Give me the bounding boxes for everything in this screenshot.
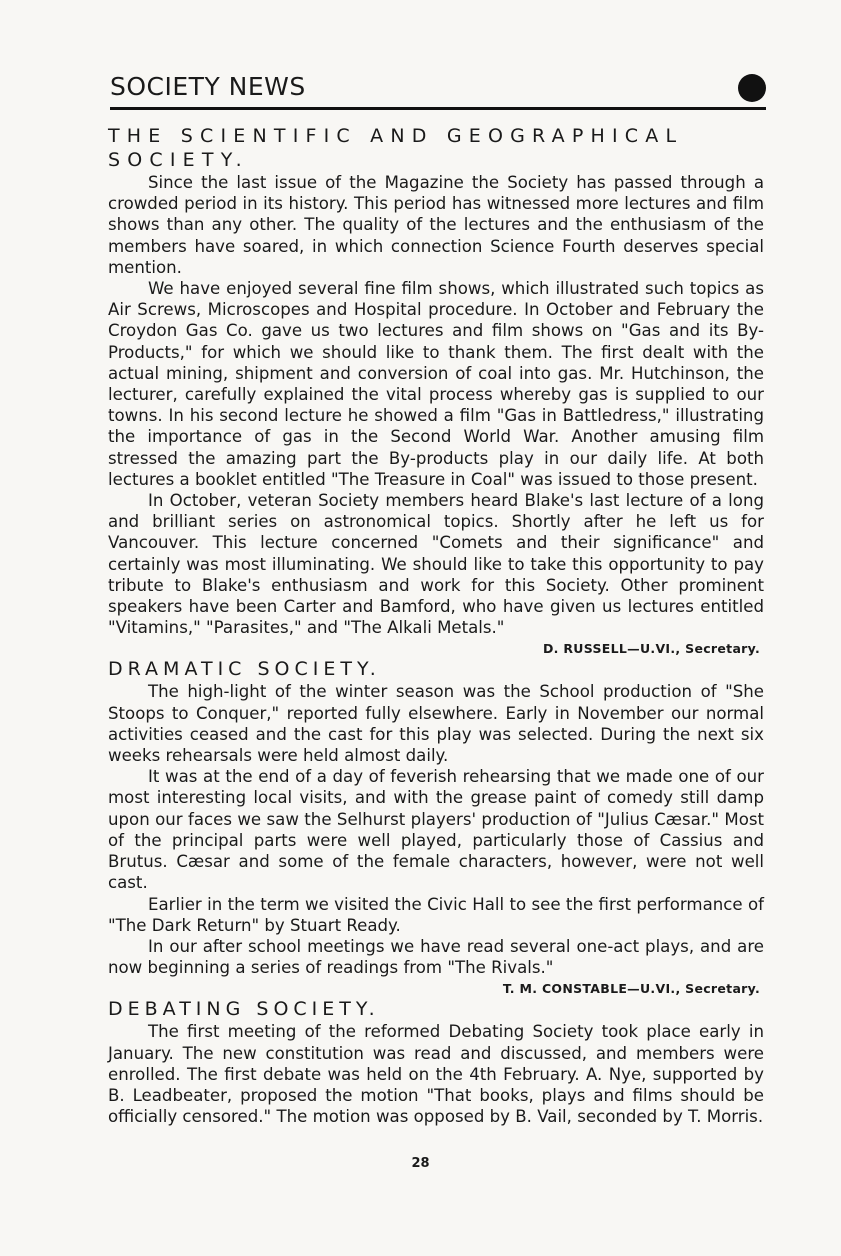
bullet-dot-icon bbox=[738, 74, 766, 102]
paragraph: Since the last issue of the Magazine the Society has passed through a crowded period in its history. This period has witnessed more lectures and film shows than any other. The quality of the lectures and the enthusiasm of the members have soared, in which connection Science Fourth deserves special mention. bbox=[108, 173, 764, 277]
article-body bbox=[108, 124, 764, 1127]
page-number: 28 bbox=[411, 1156, 430, 1171]
paragraph: In October, veteran Society members heard Blake's last lecture of a long and brilliant series on astronomical topics. Shortly after he left us for Vancouver. This lecture concerned "Comets and their significance" and certainly was most illuminating. We should like to take this opportunity to pay tribute to Blake's enthusiasm and work for this Society. Other prominent speakers have been Carter and Bamford, who have given us lectures entitled "Vitamins," "Parasites," and "The Alkali Metals." bbox=[108, 491, 764, 638]
paragraph: The first meeting of the reformed Debating Society took place early in January. The new constitution was read and discussed, and members were enrolled. The first debate was held on the 4th February. A. Nye, supported by B. Leadbeater, proposed the motion "That books, plays and films should be officially censored." The motion was opposed by B. Vail, seconded by T. Morris. bbox=[108, 1022, 764, 1127]
section-debating-society bbox=[108, 997, 764, 1127]
secretary-signature: T. M. CONSTABLE—U.VI., Secretary. bbox=[502, 981, 760, 997]
section-heading: THE SCIENTIFIC AND GEOGRAPHICAL SOCIETY. bbox=[108, 125, 684, 171]
section-heading: DEBATING SOCIETY. bbox=[108, 998, 380, 1021]
paragraph: It was at the end of a day of feverish rehearsing that we made one of our most interesting local visits, and with the grease paint of comedy still damp upon our faces we saw the Selhurst players' production of "Julius Cæsar." Most of the principal parts were well played, particularly those of Cassius and Brutus. Cæsar and some of the female characters, however, were not well cast. bbox=[108, 767, 764, 893]
page-title: SOCIETY NEWS bbox=[110, 72, 306, 101]
section-dramatic-society bbox=[108, 657, 764, 997]
paragraph: In our after school meetings we have read several one-act plays, and are now beginning a series of readings from "The Rivals." bbox=[108, 936, 764, 978]
paragraph: The high-light of the winter season was the School production of "She Stoops to Conquer," reported fully elsewhere. Early in November our normal activities ceased and the cast for this play was selected. During the next six weeks rehearsals were held almost daily. bbox=[108, 682, 764, 766]
secretary-signature: D. RUSSELL—U.VI., Secretary. bbox=[543, 641, 760, 657]
header-rule bbox=[110, 107, 766, 110]
section-scientific-society bbox=[108, 124, 764, 657]
paragraph: Earlier in the term we visited the Civic Hall to see the first performance of "The Dark Return" by Stuart Ready. bbox=[108, 894, 764, 935]
page-header bbox=[110, 70, 766, 110]
paragraph: We have enjoyed several fine film shows, which illustrated such topics as Air Screws, Microscopes and Hospital procedure. In October and February the Croydon Gas Co. gave us two lectures and film shows on "Gas and its By-Products," for which we should like to thank them. The first dealt with the actual mining, shipment and conversion of coal into gas. Mr. Hutchinson, the lecturer, carefully explained the vital process whereby gas is supplied to our towns. In his second lecture he showed a film "Gas in Battledress," illustrating the importance of gas in the Second World War. Another amusing film stressed the amazing part the By-products play in our daily life. At both lectures a booklet entitled "The Treasure in Coal" was issued to those present. bbox=[108, 279, 764, 489]
section-heading: DRAMATIC SOCIETY. bbox=[108, 658, 381, 681]
